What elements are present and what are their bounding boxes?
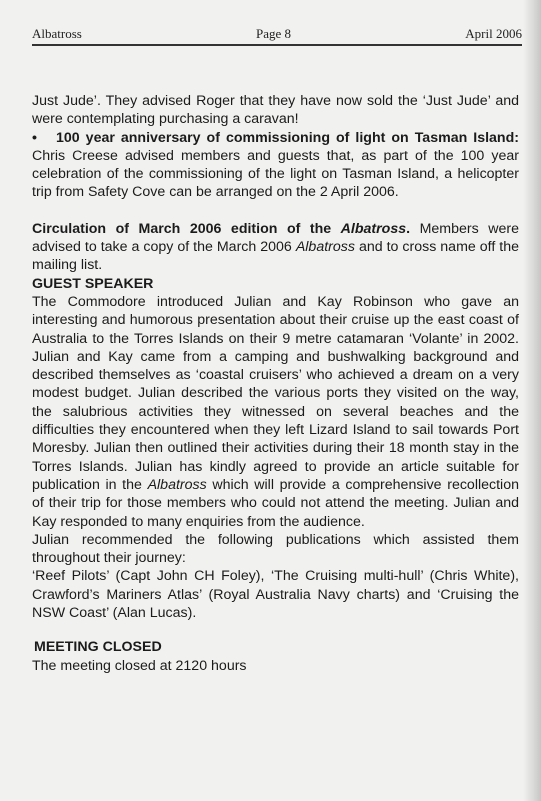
circulation-heading-part2: .	[406, 220, 411, 237]
lighthouse-item	[32, 129, 519, 202]
page-edge-shadow	[523, 0, 541, 801]
intro-paragraph: Just Jude’. They advised Roger that they have now sold the ‘Just Jude’ and were contemplating purchasing a caravan!	[32, 93, 519, 128]
publications-paragraph: ‘Reef Pilots’ (Capt John CH Foley), ‘The Cruising multi-hull’ (Chris White), Crawford’s Mariners Atlas’ (Royal Australia Navy charts) and ‘Cruising the NSW Coast’ (Alan Lucas).	[32, 568, 519, 622]
header-rule	[32, 44, 522, 46]
meeting-closed-text: The meeting closed at 2120 hours	[32, 657, 247, 674]
guest-speaker-heading: GUEST SPEAKER	[32, 275, 154, 292]
circulation-heading	[32, 221, 410, 237]
circulation-paragraph	[32, 220, 519, 275]
article-body	[32, 92, 519, 675]
recommend-paragraph: Julian recommended the following publications which assisted them throughout their journey:	[32, 531, 519, 567]
circulation-heading-part1: Circulation of March 2006 edition of the	[32, 220, 341, 237]
lighthouse-heading: 100 year anniversary of commissioning of light on Tasman Island:	[56, 129, 519, 146]
guest-text-part2: which will provide a comprehensive recollection of their trip for those members who could not attend the meeting. Julian and Kay responded to many enquiries from the audience.	[32, 476, 519, 530]
guest-text-part1: The Commodore introduced Julian and Kay Robinson who gave an interesting and humorous presentation about their cruise up the east coast of Australia to the Torres Islands on their 9 metre catamaran ‘Volante’ in 2002. Julian and Kay came from a camping and bushwalking background and described themselves as ‘coastal cruisers’ who achieved a dream on a very modest budget. Julian described the various ports they visited on the way, the salubrious activities they witnessed on several beaches and the difficulties they encountered when they left Lizard Island to sail towards Port Moresby. Julian then outlined their activities during their 18 month stay in the Torres Islands. Julian has kindly agreed to provide an article suitable for publication in the	[32, 293, 519, 493]
circulation-text-part2: and to cross name off the mailing list.	[32, 239, 519, 274]
issue-date: April 2006	[465, 26, 522, 41]
page-header	[32, 26, 522, 44]
page-number: Page 8	[256, 26, 292, 41]
circulation-text-part1: Members were advised to take a copy of the March 2006	[32, 220, 519, 256]
meeting-closed-heading: MEETING CLOSED	[34, 639, 162, 656]
newsletter-title: Albatross	[32, 26, 82, 41]
circulation-heading-italic: Albatross	[340, 220, 407, 237]
bullet-symbol: •	[32, 129, 37, 146]
guest-speaker-paragraph	[32, 293, 519, 531]
lighthouse-text: Chris Creese advised members and guests that, as part of the 100 year celebration of the commissioning of the light on Tasman Island, a helicopter trip from Safety Cove can be arranged on the 2 April 2006.	[32, 147, 519, 201]
circulation-text-italic: Albatross	[295, 239, 355, 256]
guest-text-italic: Albatross	[147, 476, 207, 493]
